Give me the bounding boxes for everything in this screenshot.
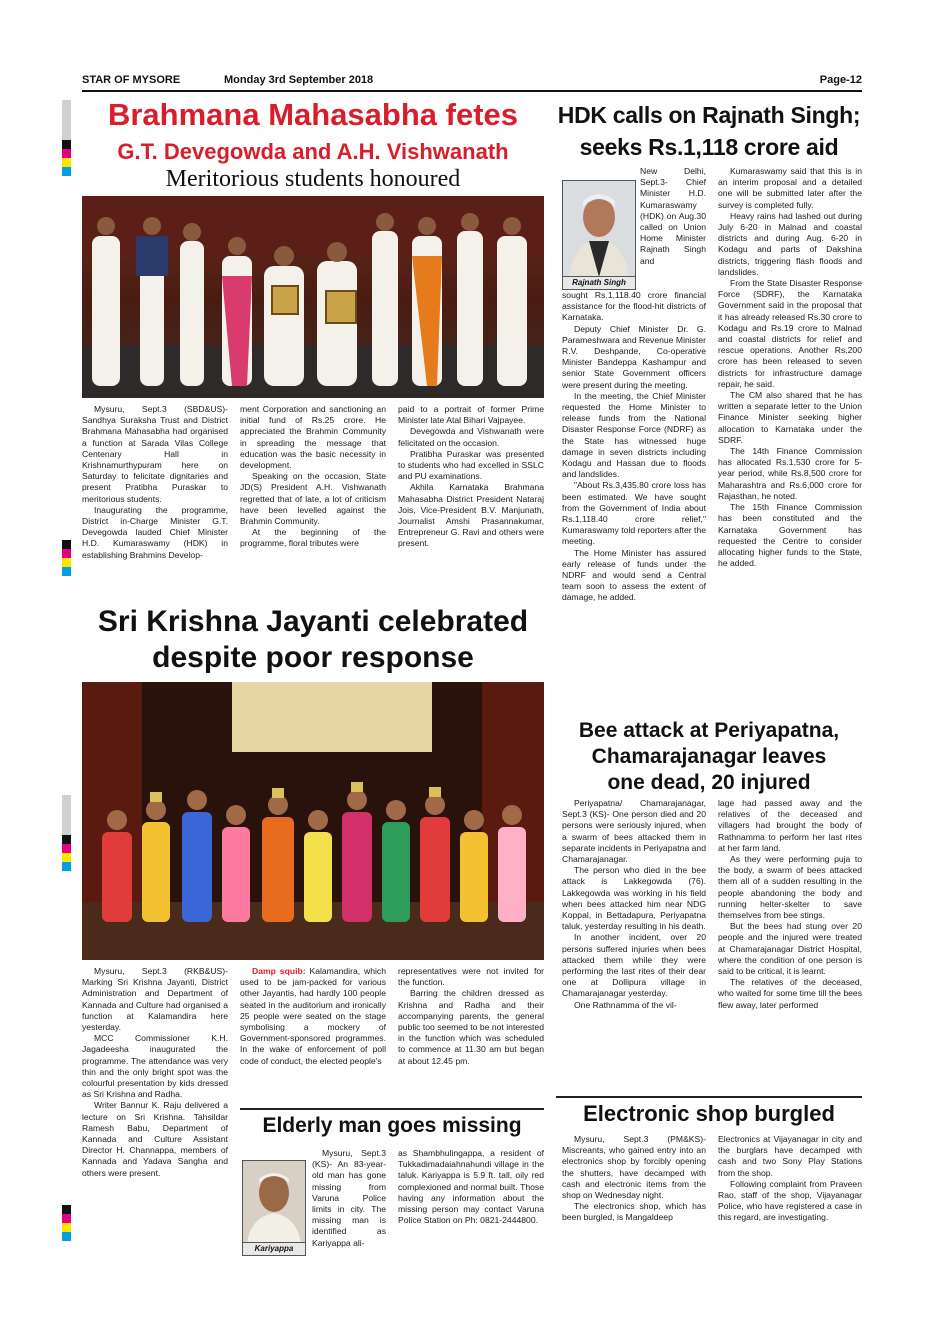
photo-spacer: [242, 1148, 312, 1256]
paragraph: "About Rs.3,435.80 crore loss has been estimated. We have sought from the Government of India about Rs.1,118.40 crore relief," Kumaraswamy told reporters after the meeting.: [562, 480, 706, 547]
article3-column-1: [82, 966, 228, 1258]
article1-column-3: [398, 404, 544, 574]
article4-headline-line2: Chamarajanagar leaves: [591, 745, 827, 768]
krishna-jayanti-illustration: [82, 682, 544, 960]
paragraph: Electronics at Vijayanagar in city and the burglars have decamped with cash and two Sony Play Stations from the shop.: [718, 1134, 862, 1178]
paragraph: The 14th Finance Commission has allocated Rs.1,530 crore for 5-year period, while Rs.8,500 crore for Maharashtra and Rs.6,000 crore for Rajasthan, he noted.: [718, 446, 862, 501]
registration-mark: [62, 540, 71, 576]
paragraph: Writer Bannur K. Raju delivered a lecture on Sri Krishna. Tahsildar Ramesh Babu, Department of Kannada and Culture Assistant Director H. Channappa, members of Kannada and Yadava Sangha and others were present.: [82, 1100, 228, 1178]
paragraph: Akhila Karnataka Brahmana Mahasabha District President Nataraj Jois, Vice-President B.V. Manjunath, Journalist Amshi Prasannakumar, Entrepreneur G. Ravi and others were present.: [398, 482, 544, 549]
article1-headline: Brahmana Mahasabha fetes: [107, 97, 519, 132]
article1-deck: Meritorious students honoured: [165, 166, 461, 192]
article2-headline-line2: seeks Rs.1,118 crore aid: [579, 134, 839, 160]
article3-column-3: [398, 966, 544, 1106]
paragraph: Following complaint from Praveen Rao, staff of the shop, Vijayanagar Police, who have registered a case in this regard, are investigating.: [718, 1178, 862, 1223]
paragraph: Speaking on the occasion, State JD(S) President A.H. Vishwanath regretted that of late, a lot of criticism have been levelled against the Brahmin Community.: [240, 471, 386, 527]
paragraph: The Home Minister has assured early release of funds under the NDRF and would send a Central team soon to assess the extent of damage, he added.: [562, 547, 706, 603]
paragraph: Mysuru, Sept.3 (RKB&US)- Marking Sri Krishna Jayanti, District Administration and Department of Kannada and Culture had organised a function at Kalamandira here yesterday.: [82, 966, 228, 1033]
article4-headline-line1: Bee attack at Periyapatna,: [578, 719, 840, 742]
article1-subhead: G.T. Devegowda and A.H. Vishwanath: [117, 139, 509, 164]
krishna-jayanti-photo: [82, 682, 544, 960]
portrait-illustration: [563, 181, 635, 277]
paragraph: In another incident, over 20 persons suffered injuries when bees attacked them while they were performing the last rites of their dear one at Dollipura village in Chamarajanagar yesterday.: [562, 932, 706, 999]
article5-column-1: [242, 1148, 386, 1260]
paragraph: The 15th Finance Commission has been constituted and the Karnataka Government has requested the Centre to consider allocating higher funds to the State, he added.: [718, 502, 862, 569]
issue-date: Monday 3rd September 2018: [224, 74, 374, 86]
article6-column-1: [562, 1134, 706, 1262]
paragraph: From the State Disaster Response Force (SDRF), the Karnataka Government said in the proposal that it has already released Rs.30 crore to Kodagu and Rs.19 crore to Malnad and coastal districts for relief and rescue operations. Another Rs.200 crore has been released to seven districts for infrastructure damage repair, he said.: [718, 278, 862, 389]
damp-squib-label: Damp squib:: [252, 966, 306, 976]
damp-squib-text: Kalamandira, which used to be jam-packed for various other Jayantis, had hardly 100 people seated in the auditorium and ironically 25 people were seated on the stage symbolising a mockery of Government-sponsored programmes. In the wake of enforcement of poll code of conduct, the elected people's: [240, 966, 386, 1066]
article3-headline-line2: despite poor response: [152, 641, 474, 674]
page-number: Page-12: [819, 74, 862, 86]
paragraph: The electronics shop, which has been burgled, is Mangaldeep: [562, 1201, 706, 1223]
registration-mark: [62, 1205, 71, 1241]
article2-intro-wrap: [640, 166, 706, 290]
paragraph: Inaugurating the programme, District in-Charge Minister G.T. Devegowda lauded Chief Minister H.D. Kumaraswamy (HDK) in establishing Brahmins Develop-: [82, 504, 228, 560]
article6-column-2: [718, 1134, 862, 1262]
paragraph: sought Rs.1,118.40 crore financial assistance for the flood-hit districts of Karnataka.: [562, 290, 706, 323]
paragraph: lage had passed away and the relatives of the deceased and villagers had brought the body of Rathnamma to perform her last rites at her farm land.: [718, 798, 862, 853]
article2-column-2: [718, 166, 862, 711]
paragraph: Mysuru, Sept.3 (KS)- An 83-year-old man has gone missing from Varuna Police limits in city. The missing man is identified as Kariyappa ali-: [312, 1148, 386, 1248]
paragraph: New Delhi, Sept.3- Chief Minister H.D. Kumaraswamy (HDK) on Aug.30 called on Union Home Minister Rajnath Singh and: [640, 166, 706, 266]
paragraph: But the bees had stung over 20 people and the injured were treated at Chamarajanagar District Hospital, where the condition of one person is said to be critical, it is learnt.: [718, 921, 862, 977]
rajnath-singh-photo: [562, 180, 636, 278]
divider: [240, 1108, 544, 1110]
felicitation-photo-illustration: [82, 196, 544, 398]
paragraph: Devegowda and Vishwanath were felicitated on the occasion.: [398, 426, 544, 448]
paragraph: ment Corporation and sanctioning an initial fund of Rs.25 crore. He appreciated the Brahmin Community in spreading the message that education was the basic necessity in development.: [240, 404, 386, 471]
paragraph: Heavy rains had lashed out during July 6-20 in Malnad and coastal districts and during Aug. 6-20 in Kodagu and parts of Dakshina districts, triggering flash floods and landslides.: [718, 210, 862, 277]
felicitation-photo: [82, 196, 544, 398]
rajnath-singh-caption: Rajnath Singh: [562, 276, 636, 290]
paragraph: representatives were not invited for the function.: [398, 966, 544, 988]
paragraph: At the beginning of the programme, floral tributes were: [240, 527, 386, 549]
kariyappa-caption: Kariyappa: [242, 1242, 306, 1256]
paper-name: STAR OF MYSORE: [82, 74, 181, 86]
article4-column-1: [562, 798, 706, 1090]
article4-headline-line3: one dead, 20 injured: [607, 771, 811, 794]
paragraph: One Rathnamma of the vil-: [574, 999, 677, 1010]
paragraph: Kumaraswamy said that this is in an interim proposal and a detailed one will be submitted later after the survey is completed fully.: [718, 166, 862, 210]
article2-column-1: [562, 290, 706, 710]
paragraph: paid to a portrait of former Prime Minister late Atal Bihari Vajpayee.: [398, 404, 544, 426]
article6-headline: Electronic shop burgled: [583, 1101, 835, 1126]
article1-column-1: [82, 404, 228, 574]
article2-headline-line1: HDK calls on Rajnath Singh;: [557, 102, 861, 128]
paragraph: [240, 966, 386, 1067]
paragraph: The relatives of the deceased, who waited for some time till the bees flew away, later performed: [718, 977, 862, 1010]
paragraph: The CM also shared that he has written a separate letter to the Union Finance Minister seeking higher allocation to Karnataka under the SDRF.: [718, 390, 862, 445]
article5-column-2: [398, 1148, 544, 1260]
paragraph: Deputy Chief Minister Dr. G. Parameshwara and Revenue Minister R.V. Deshpande, Co-operative Minister Bandeppa Kashampur and senior State Government officers were present during the meeting.: [562, 323, 706, 390]
paragraph: Mysuru, Sept.3 (SBD&US)- Sandhya Suraksha Trust and District Brahmana Mahasabha had organised a function at Sarada Vilas College Centenary Hall in Krishnamurthypuram here on Saturday to felicitate dignitaries and present Pratibha Puraskar to meritorious students.: [82, 404, 228, 504]
paragraph: In the meeting, the Chief Minister requested the Home Minister to release funds from the National Disaster Response Force (NDRF) as the State has witnessed huge damage in seven districts including Kodagu and Hassan due to floods and landslides.: [562, 390, 706, 480]
paragraph: As they were performing puja to the body, a swarm of bees attacked them all of a sudden resulting in the people abandoning the body and running helter-skelter to save themselves from bee stings.: [718, 854, 862, 921]
article3-headline-line1: Sri Krishna Jayanti celebrated: [97, 605, 529, 638]
registration-mark: [62, 795, 71, 871]
registration-mark: [62, 100, 71, 176]
article4-column-2: [718, 798, 862, 1090]
divider: [556, 1096, 862, 1098]
paragraph: Pratibha Puraskar was presented to students who had excelled in SSLC and PU examinations.: [398, 448, 544, 482]
paragraph: The person who died in the bee attack is Lakkegowda (76). Lakkegowda was working in his field when bees attacked him near NDG Koppal, in Bettadapura, Periyapatna taluk, yesterday resulting in his death.: [562, 865, 706, 932]
article5-headline: Elderly man goes missing: [262, 1114, 522, 1137]
page-header: [82, 72, 862, 92]
paragraph: MCC Commissioner K.H. Jagadeesha inaugurated the programme. The attendance was very thin and the only bright spot was the colourful presentation by kids dressed as Sri Krishna and Radha.: [82, 1033, 228, 1100]
paragraph: Barring the children dressed as Krishna and Radha and their accompanying parents, the general public too seemed to be not interested in the function which was scheduled to commence at 11.30 am but began at about 12.45 pm.: [398, 988, 544, 1066]
paragraph: Periyapatna/ Chamarajanagar, Sept.3 (KS)- One person died and 20 persons were seriously injured, when a swarm of bees attacked them in separate incidents in Periyapatna and Chamarajanagar.: [562, 798, 706, 865]
article3-column-2: [240, 966, 386, 1106]
paragraph: Mysuru, Sept.3 (PM&KS)- Miscreants, who gained entry into an electronics shop by forcibly opening the shutters, have decamped with cash and electronic items from the shop on Wednesday night.: [562, 1134, 706, 1201]
paragraph: as Shambhulingappa, a resident of Tukkadimadaiahnahundi village in the taluk. Kariyappa is 5.9 ft. tall, oily red complexioned and normal built. Those having any information about the missing person may contact Varuna Police Station on Ph: 0821-2444800.: [398, 1148, 544, 1226]
article1-column-2: [240, 404, 386, 574]
